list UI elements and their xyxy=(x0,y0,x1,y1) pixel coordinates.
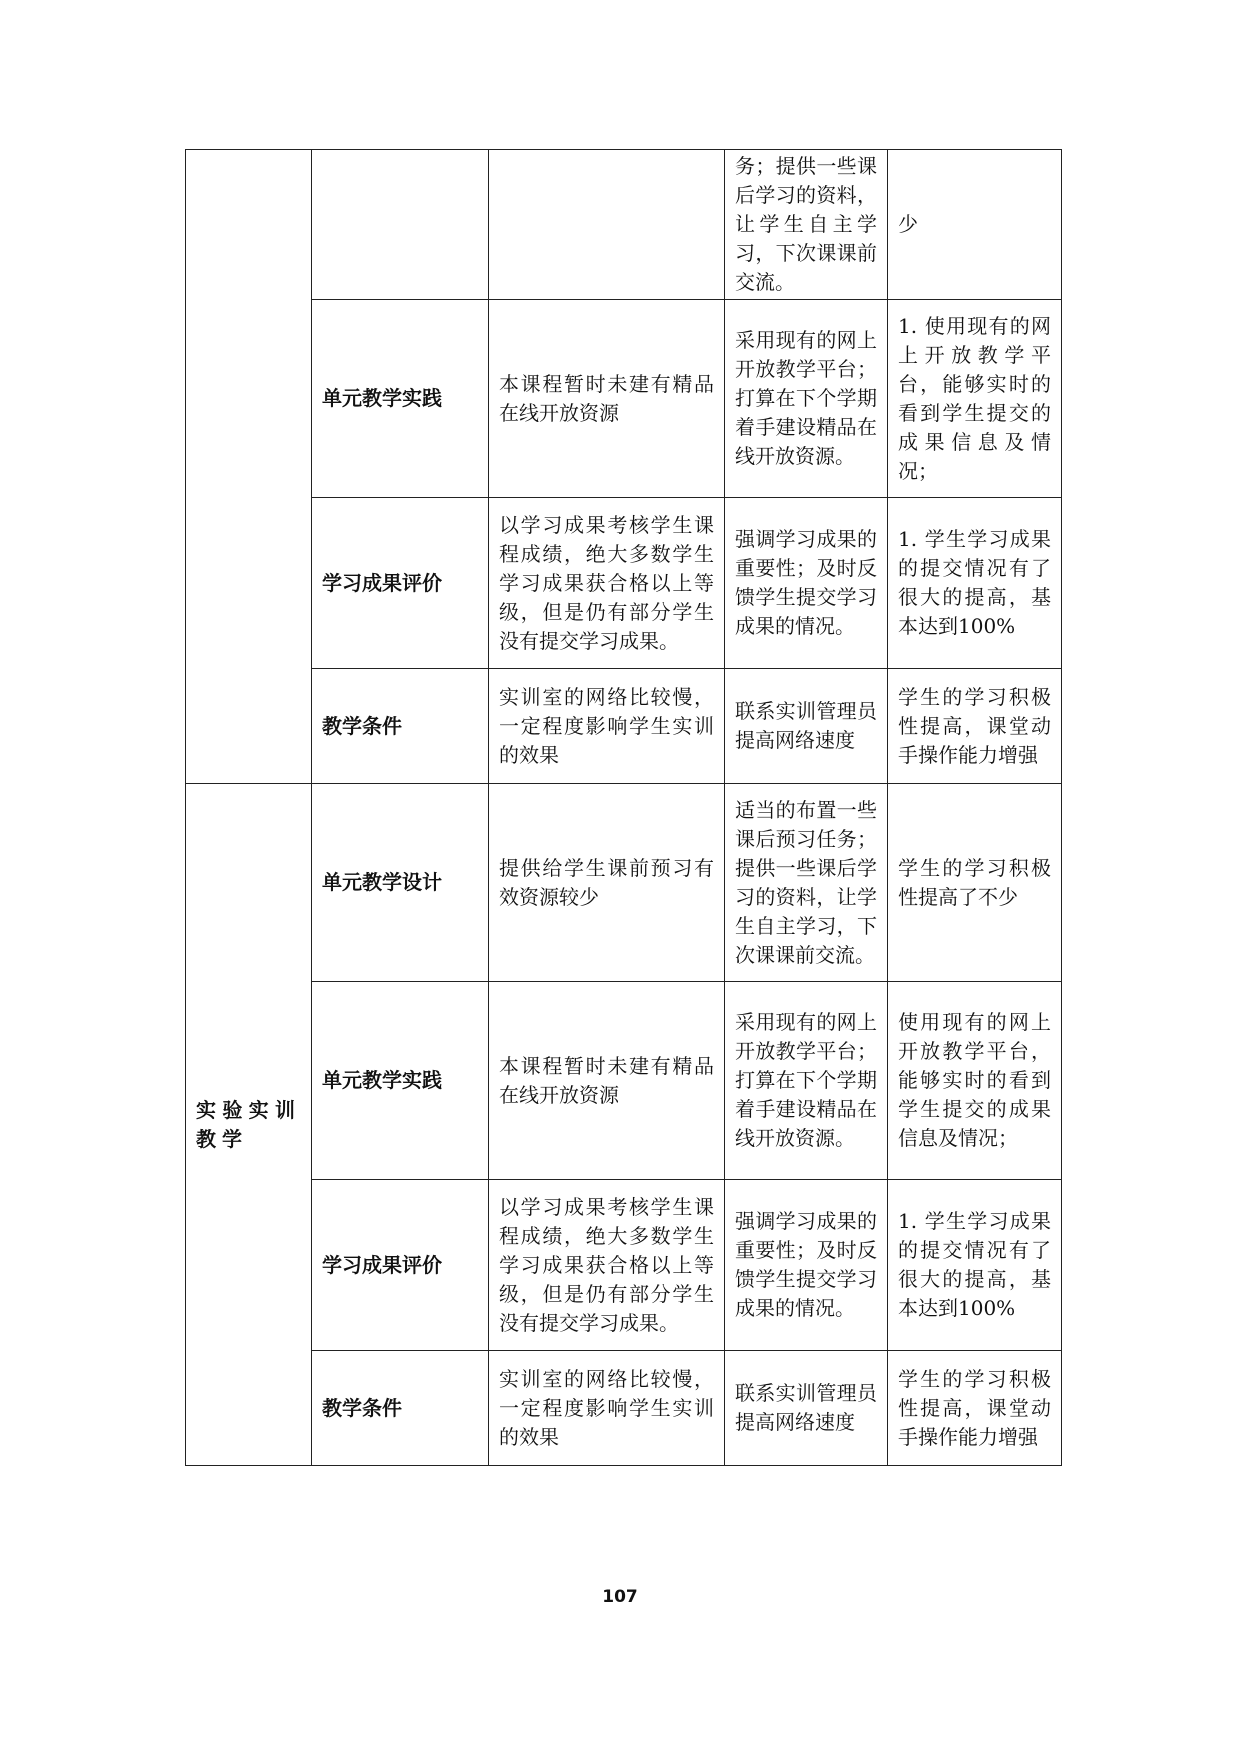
table-row xyxy=(186,1180,1062,1351)
problem-cell: 本课程暂时未建有精品在线开放资源 xyxy=(489,982,725,1180)
item-cell: 单元教学实践 xyxy=(312,300,489,498)
item-cell: 单元教学实践 xyxy=(312,982,489,1180)
teaching-improvement-table xyxy=(185,149,1062,1466)
measure-cell: 适当的布置一些课后预习任务；提供一些课后学习的资料，让学生自主学习，下次课课前交流。 xyxy=(725,784,888,982)
measure-cell: 采用现有的网上开放教学平台；打算在下个学期着手建设精品在线开放资源。 xyxy=(725,300,888,498)
table-row xyxy=(186,669,1062,784)
item-cell: 单元教学设计 xyxy=(312,784,489,982)
problem-cell: 实训室的网络比较慢，一定程度影响学生实训的效果 xyxy=(489,669,725,784)
group-label-cell: 实验实训教学 xyxy=(186,784,312,1466)
item-cell: 学习成果评价 xyxy=(312,1180,489,1351)
measure-cell: 强调学习成果的重要性；及时反馈学生提交学习成果的情况。 xyxy=(725,1180,888,1351)
item-cell-empty xyxy=(312,150,489,300)
effect-cell: 1. 学生学习成果的提交情况有了很大的提高，基本达到100% xyxy=(888,1180,1062,1351)
problem-cell: 以学习成果考核学生课程成绩，绝大多数学生学习成果获合格以上等级，但是仍有部分学生没有提交学习成果。 xyxy=(489,1180,725,1351)
table-row xyxy=(186,1351,1062,1466)
problem-cell-empty xyxy=(489,150,725,300)
effect-cell: 学生的学习积极性提高了不少 xyxy=(888,784,1062,982)
problem-cell: 提供给学生课前预习有效资源较少 xyxy=(489,784,725,982)
item-cell: 教学条件 xyxy=(312,669,489,784)
effect-cell: 学生的学习积极性提高，课堂动手操作能力增强 xyxy=(888,669,1062,784)
group-cell-empty xyxy=(186,150,312,784)
table-row xyxy=(186,150,1062,300)
table-row xyxy=(186,300,1062,498)
measure-cell: 强调学习成果的重要性；及时反馈学生提交学习成果的情况。 xyxy=(725,498,888,669)
effect-cell: 少 xyxy=(888,150,1062,300)
problem-cell: 以学习成果考核学生课程成绩，绝大多数学生学习成果获合格以上等级，但是仍有部分学生没有提交学习成果。 xyxy=(489,498,725,669)
effect-cell: 学生的学习积极性提高，课堂动手操作能力增强 xyxy=(888,1351,1062,1466)
measure-cell: 务；提供一些课后学习的资料，让学生自主学习，下次课课前交流。 xyxy=(725,150,888,300)
effect-cell: 1. 学生学习成果的提交情况有了很大的提高，基本达到100% xyxy=(888,498,1062,669)
page-number: 107 xyxy=(602,1587,638,1607)
measure-cell: 联系实训管理员提高网络速度 xyxy=(725,1351,888,1466)
measure-cell: 联系实训管理员提高网络速度 xyxy=(725,669,888,784)
table-row xyxy=(186,982,1062,1180)
table-row xyxy=(186,498,1062,669)
measure-cell: 采用现有的网上开放教学平台；打算在下个学期着手建设精品在线开放资源。 xyxy=(725,982,888,1180)
effect-cell: 使用现有的网上开放教学平台，能够实时的看到学生提交的成果信息及情况； xyxy=(888,982,1062,1180)
problem-cell: 本课程暂时未建有精品在线开放资源 xyxy=(489,300,725,498)
table-row xyxy=(186,784,1062,982)
problem-cell: 实训室的网络比较慢，一定程度影响学生实训的效果 xyxy=(489,1351,725,1466)
item-cell: 学习成果评价 xyxy=(312,498,489,669)
effect-cell: 1. 使用现有的网上开放教学平台，能够实时的看到学生提交的成果信息及情况； xyxy=(888,300,1062,498)
item-cell: 教学条件 xyxy=(312,1351,489,1466)
